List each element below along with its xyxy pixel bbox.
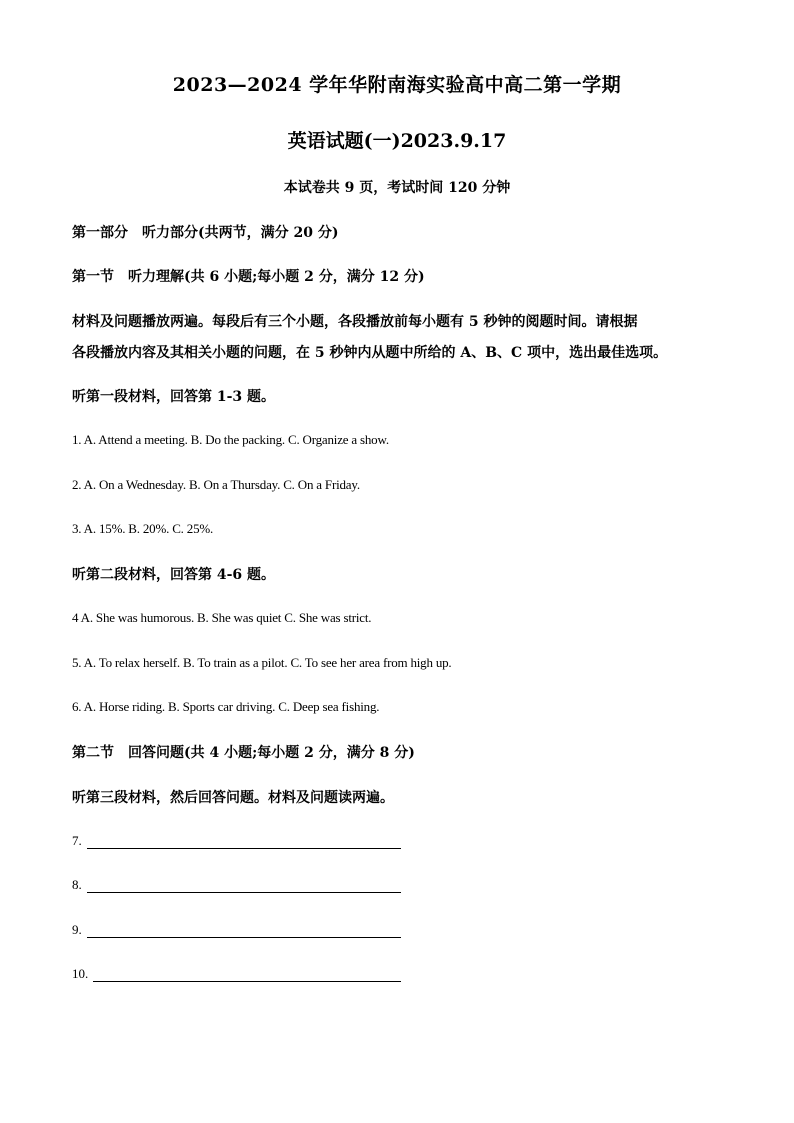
answer-line-9[interactable] — [87, 937, 401, 938]
question-2: 2. A. On a Wednesday. B. On a Thursday. C. On a Friday. — [72, 477, 360, 492]
answer-blank-8[interactable] — [72, 877, 82, 893]
blank-number: 8. — [72, 877, 82, 892]
answer-line-10[interactable] — [93, 981, 401, 982]
instructions-line1: 材料及问题播放两遍。每段后有三个小题，各段播放前每小题有 5 秒钟的阅题时间。请根据 — [72, 314, 638, 330]
answer-line-7[interactable] — [87, 848, 401, 849]
answer-blank-9[interactable] — [72, 922, 82, 938]
answer-line-8[interactable] — [87, 892, 401, 893]
question-4: 4 A. She was humorous. B. She was quiet C. She was strict. — [72, 610, 372, 625]
part1-heading: 第一部分 听力部分(共两节，满分 20 分) — [72, 225, 339, 241]
passage2-heading: 听第二段材料，回答第 4-6 题。 — [72, 567, 276, 583]
answer-blank-10[interactable] — [72, 966, 88, 982]
blank-number: 9. — [72, 922, 82, 937]
answer-blank-7[interactable] — [72, 833, 82, 849]
question-3: 3. A. 15%. B. 20%. C. 25%. — [72, 521, 214, 536]
exam-subject-date: 英语试题(一)2023.9.17 — [287, 130, 507, 152]
exam-title: 2023—2024 学年华附南海实验高中高二第一学期 — [172, 74, 622, 96]
blank-number: 10. — [72, 966, 89, 981]
section2-heading: 第二节 回答问题(共 4 小题;每小题 2 分，满分 8 分) — [72, 745, 415, 761]
exam-info: 本试卷共 9 页，考试时间 120 分钟 — [283, 180, 511, 196]
passage1-heading: 听第一段材料，回答第 1-3 题。 — [72, 389, 276, 405]
question-6: 6. A. Horse riding. B. Sports car driving. C. Deep sea fishing. — [72, 699, 380, 714]
blank-number: 7. — [72, 833, 82, 848]
question-5: 5. A. To relax herself. B. To train as a pilot. C. To see her area from high up. — [72, 655, 452, 670]
section1-heading: 第一节 听力理解(共 6 小题;每小题 2 分，满分 12 分) — [72, 269, 425, 285]
instructions-line2: 各段播放内容及其相关小题的问题，在 5 秒钟内从题中所给的 A、B、C 项中，选出最佳选项。 — [72, 345, 668, 361]
question-1: 1. A. Attend a meeting. B. Do the packing. C. Organize a show. — [72, 432, 389, 447]
passage3-heading: 听第三段材料，然后回答问题。材料及问题读两遍。 — [72, 790, 394, 806]
